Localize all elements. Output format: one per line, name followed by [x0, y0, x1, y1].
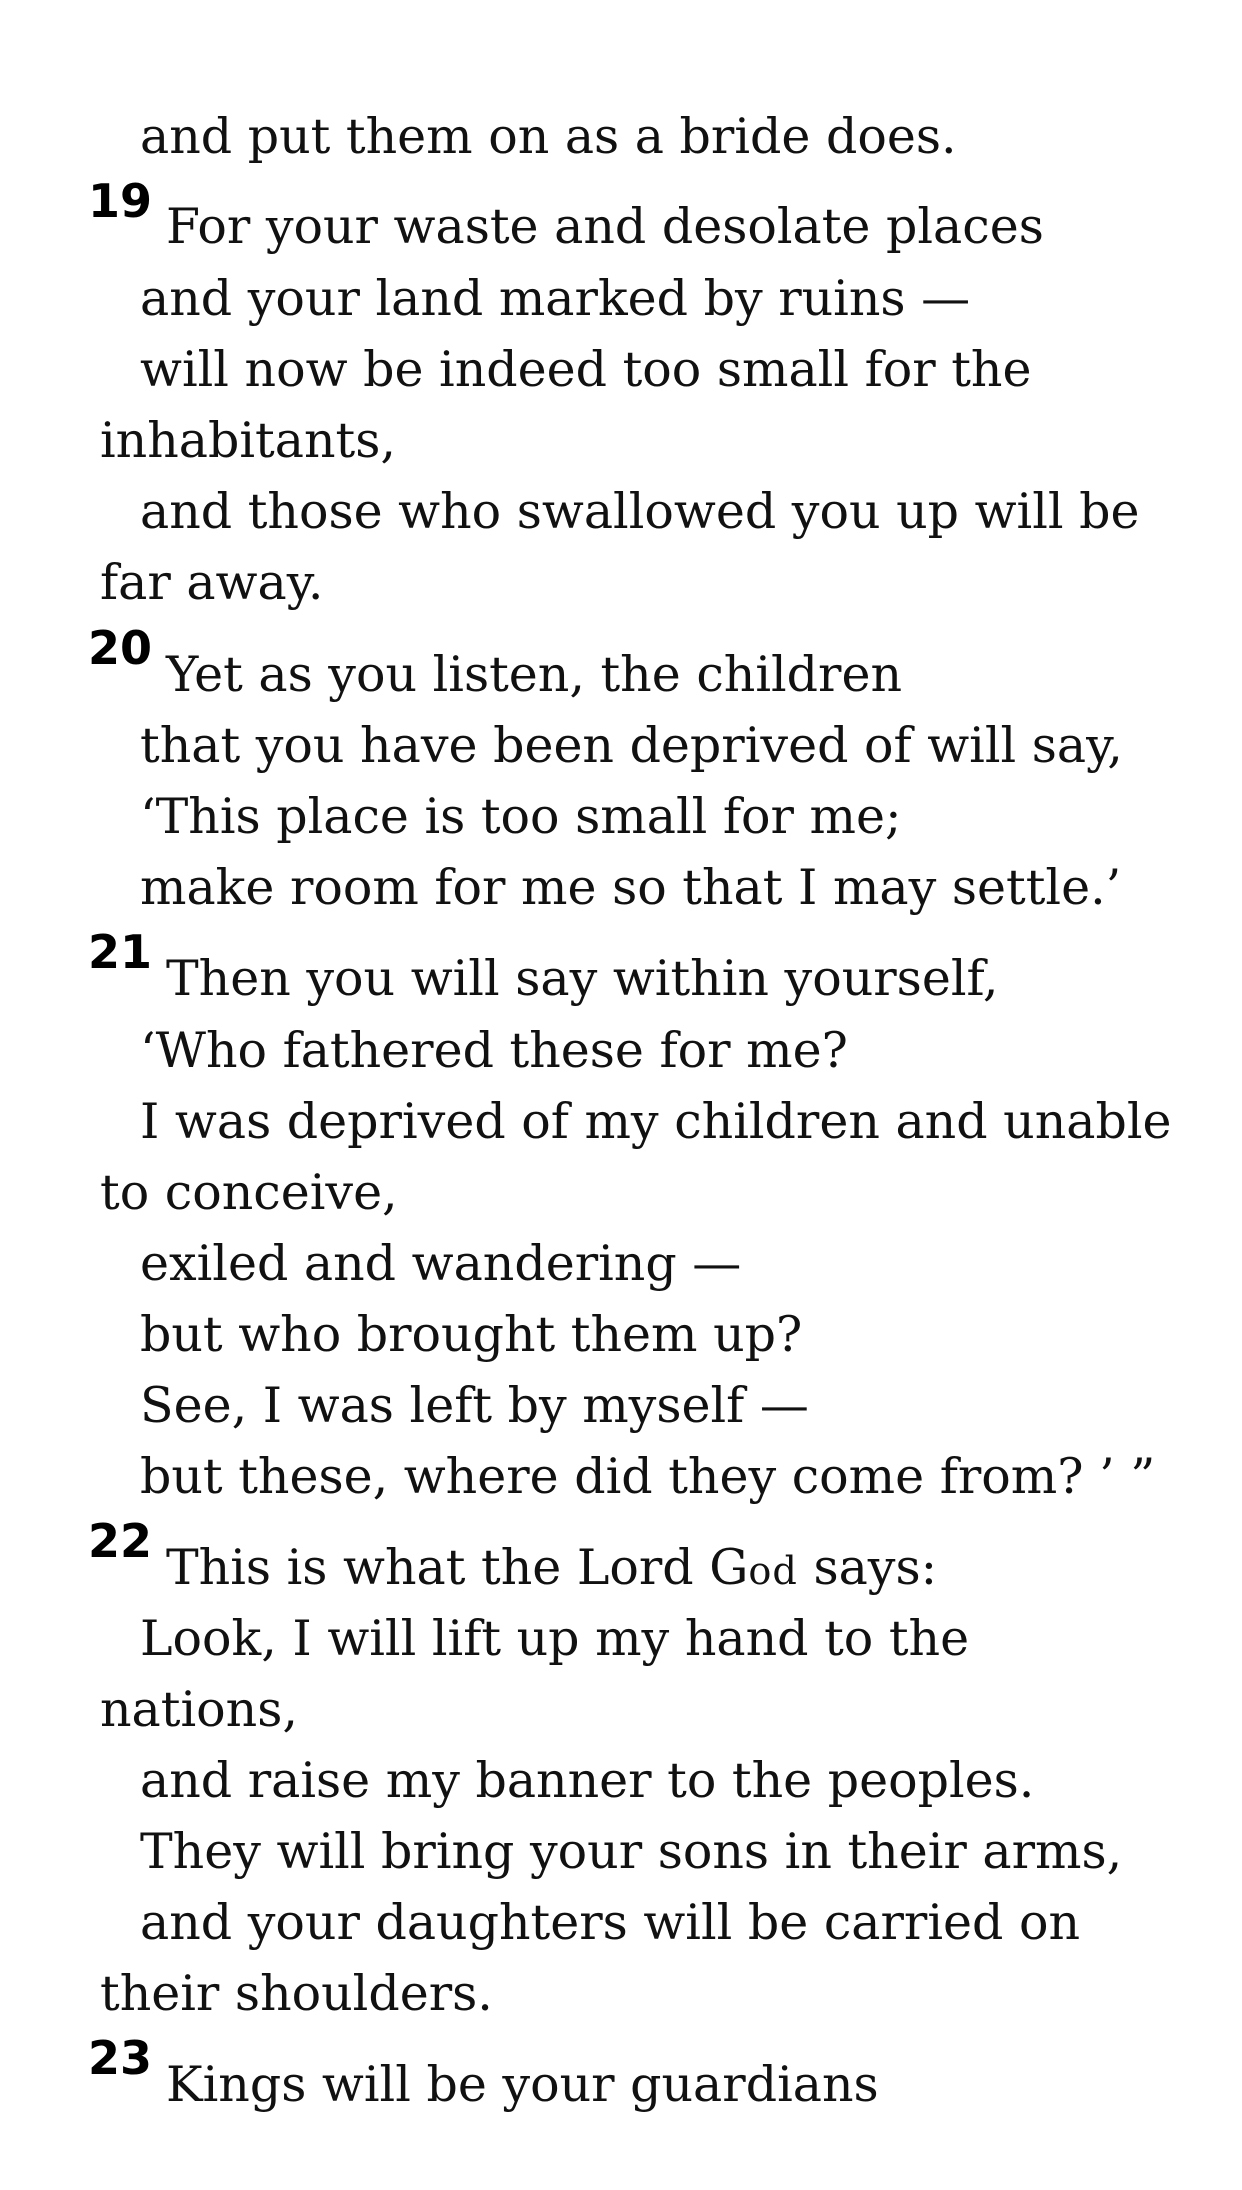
verse-line-continuation: far away.	[100, 554, 324, 611]
verse-line-continuation: nations,	[100, 1681, 298, 1738]
verse-line: and put them on as a bride does.	[140, 108, 957, 165]
verse-line: Kings will be your guardians	[166, 2056, 879, 2113]
verse-line: Look, I will lift up my hand to the	[140, 1610, 970, 1667]
verse-line: that you have been deprived of will say,	[140, 717, 1123, 774]
verse-line: make room for me so that I may settle.’	[140, 859, 1122, 916]
verse-line: They will bring your sons in their arms,	[140, 1823, 1123, 1880]
verse-line: but these, where did they come from? ’ ”	[140, 1448, 1156, 1505]
verse-line: ‘This place is too small for me;	[140, 788, 902, 845]
verse-line-continuation: their shoulders.	[100, 1965, 493, 2022]
verse-line: and raise my banner to the peoples.	[140, 1752, 1035, 1809]
verse-line: exiled and wandering —	[140, 1235, 742, 1292]
verse-line: will now be indeed too small for the	[140, 341, 1032, 398]
verse-line: and your daughters will be carried on	[140, 1894, 1080, 1951]
verse-line-continuation: to conceive,	[100, 1164, 398, 1221]
divine-name-small-caps: od	[748, 1550, 798, 1594]
verse-number-22: 22	[88, 1514, 153, 1568]
verse-line: but who brought them up?	[140, 1306, 803, 1363]
verse-line-with-small-caps	[166, 1539, 938, 1596]
verse-number-19: 19	[88, 174, 153, 228]
verse-line: See, I was left by myself —	[140, 1377, 809, 1434]
verse-line-continuation: inhabitants,	[100, 412, 396, 469]
verse-line: Yet as you listen, the children	[166, 646, 903, 703]
verse-number-21: 21	[88, 925, 153, 979]
verse-line: For your waste and desolate places	[166, 198, 1044, 255]
verse-line: ‘Who fathered these for me?	[140, 1022, 848, 1079]
verse-text: says:	[797, 1539, 938, 1596]
verse-line: I was deprived of my children and unable	[140, 1093, 1172, 1150]
verse-number-20: 20	[88, 621, 153, 675]
verse-line: Then you will say within yourself,	[166, 950, 999, 1007]
verse-line: and your land marked by ruins —	[140, 270, 971, 327]
verse-line: and those who swallowed you up will be	[140, 483, 1140, 540]
verse-text: This is what the Lord G	[166, 1539, 749, 1596]
verse-number-23: 23	[88, 2031, 153, 2085]
